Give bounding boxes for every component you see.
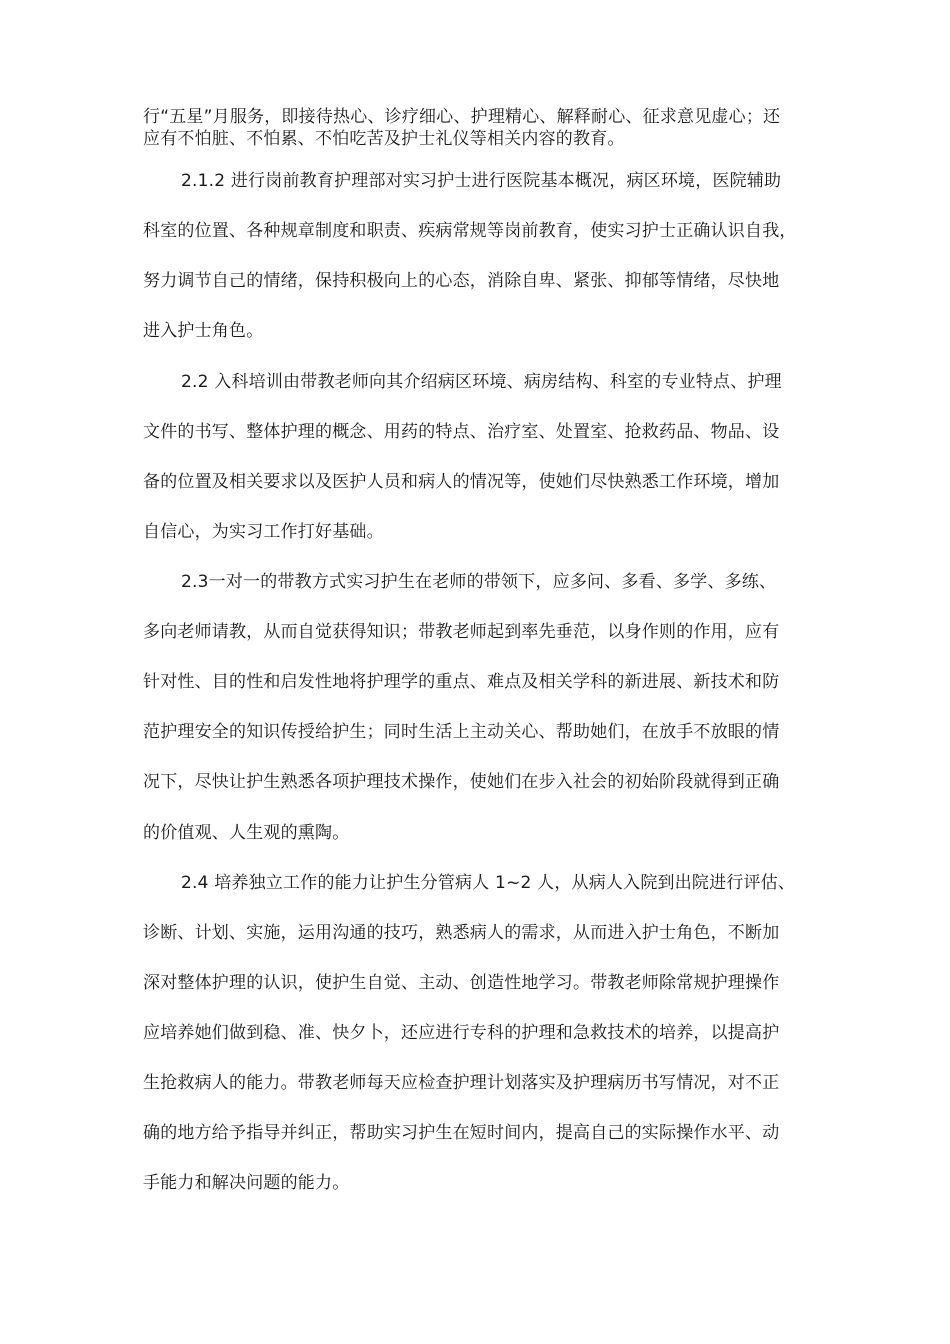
text-line: 深对整体护理的认识，使护生自觉、主动、创造性地学习。带教老师除常规护理操作 bbox=[143, 973, 780, 993]
text-line: 行“五星”月服务，即接待热心、诊疗细心、护理精心、解释耐心、征求意见虚心；还 bbox=[143, 107, 781, 127]
text-line: 诊断、计划、实施，运用沟通的技巧，熟悉病人的需求，从而进入护士角色，不断加 bbox=[143, 923, 780, 943]
text-line: 文件的书写、整体护理的概念、用药的特点、治疗室、处置室、抢救药品、物品、设 bbox=[143, 422, 780, 442]
text-line: 况下，尽快让护生熟悉各项护理技术操作，使她们在步入社会的初始阶段就得到正确 bbox=[143, 772, 780, 792]
text-line: 努力调节自己的情绪，保持积极向上的心态，消除自卑、紧张、抑郁等情绪，尽快地 bbox=[143, 271, 780, 291]
text-line: 2.4 培养独立工作的能力让护生分管病人 1~2 人，从病人入院到出院进行评估、 bbox=[181, 873, 796, 893]
text-line: 进入护士角色。 bbox=[143, 321, 264, 341]
text-line: 2.2 入科培训由带教老师向其介绍病区环境、病房结构、科室的专业特点、护理 bbox=[181, 372, 782, 392]
text-line: 备的位置及相关要求以及医护人员和病人的情况等，使她们尽快熟悉工作环境，增加 bbox=[143, 472, 780, 492]
text-line: 2.1.2 进行岗前教育护理部对实习护士进行医院基本概况，病区环境，医院辅助 bbox=[181, 171, 782, 191]
text-line: 针对性、目的性和启发性地将护理学的重点、难点及相关学科的新进展、新技术和防 bbox=[143, 672, 780, 692]
text-line: 范护理安全的知识传授给护生；同时生活上主动关心、帮助她们，在放手不放眼的情 bbox=[143, 722, 780, 742]
text-line: 自信心，为实习工作打好基础。 bbox=[143, 522, 384, 542]
text-line: 手能力和解决问题的能力。 bbox=[143, 1173, 350, 1193]
text-line: 确的地方给予指导并纠正，帮助实习护生在短时间内，提高自己的实际操作水平、动 bbox=[143, 1123, 780, 1143]
text-line: 科室的位置、各种规章制度和职责、疾病常规等岗前教育，使实习护士正确认识自我， bbox=[143, 221, 797, 241]
text-line: 2.3一对一的带教方式实习护生在老师的带领下，应多问、多看、多学、多练、 bbox=[181, 572, 777, 592]
text-line: 生抢救病人的能力。带教老师每天应检查护理计划落实及护理病历书写情况，对不正 bbox=[143, 1073, 780, 1093]
text-line: 应培养她们做到稳、准、快夕卜，还应进行专科的护理和急救技术的培养，以提高护 bbox=[143, 1023, 780, 1043]
text-line: 多向老师请教，从而自觉获得知识；带教老师起到率先垂范，以身作则的作用，应有 bbox=[143, 622, 780, 642]
text-line: 应有不怕脏、不怕累、不怕吃苦及护士礼仪等相关内容的教育。 bbox=[143, 129, 625, 149]
text-line: 的价值观、人生观的熏陶。 bbox=[143, 823, 350, 843]
